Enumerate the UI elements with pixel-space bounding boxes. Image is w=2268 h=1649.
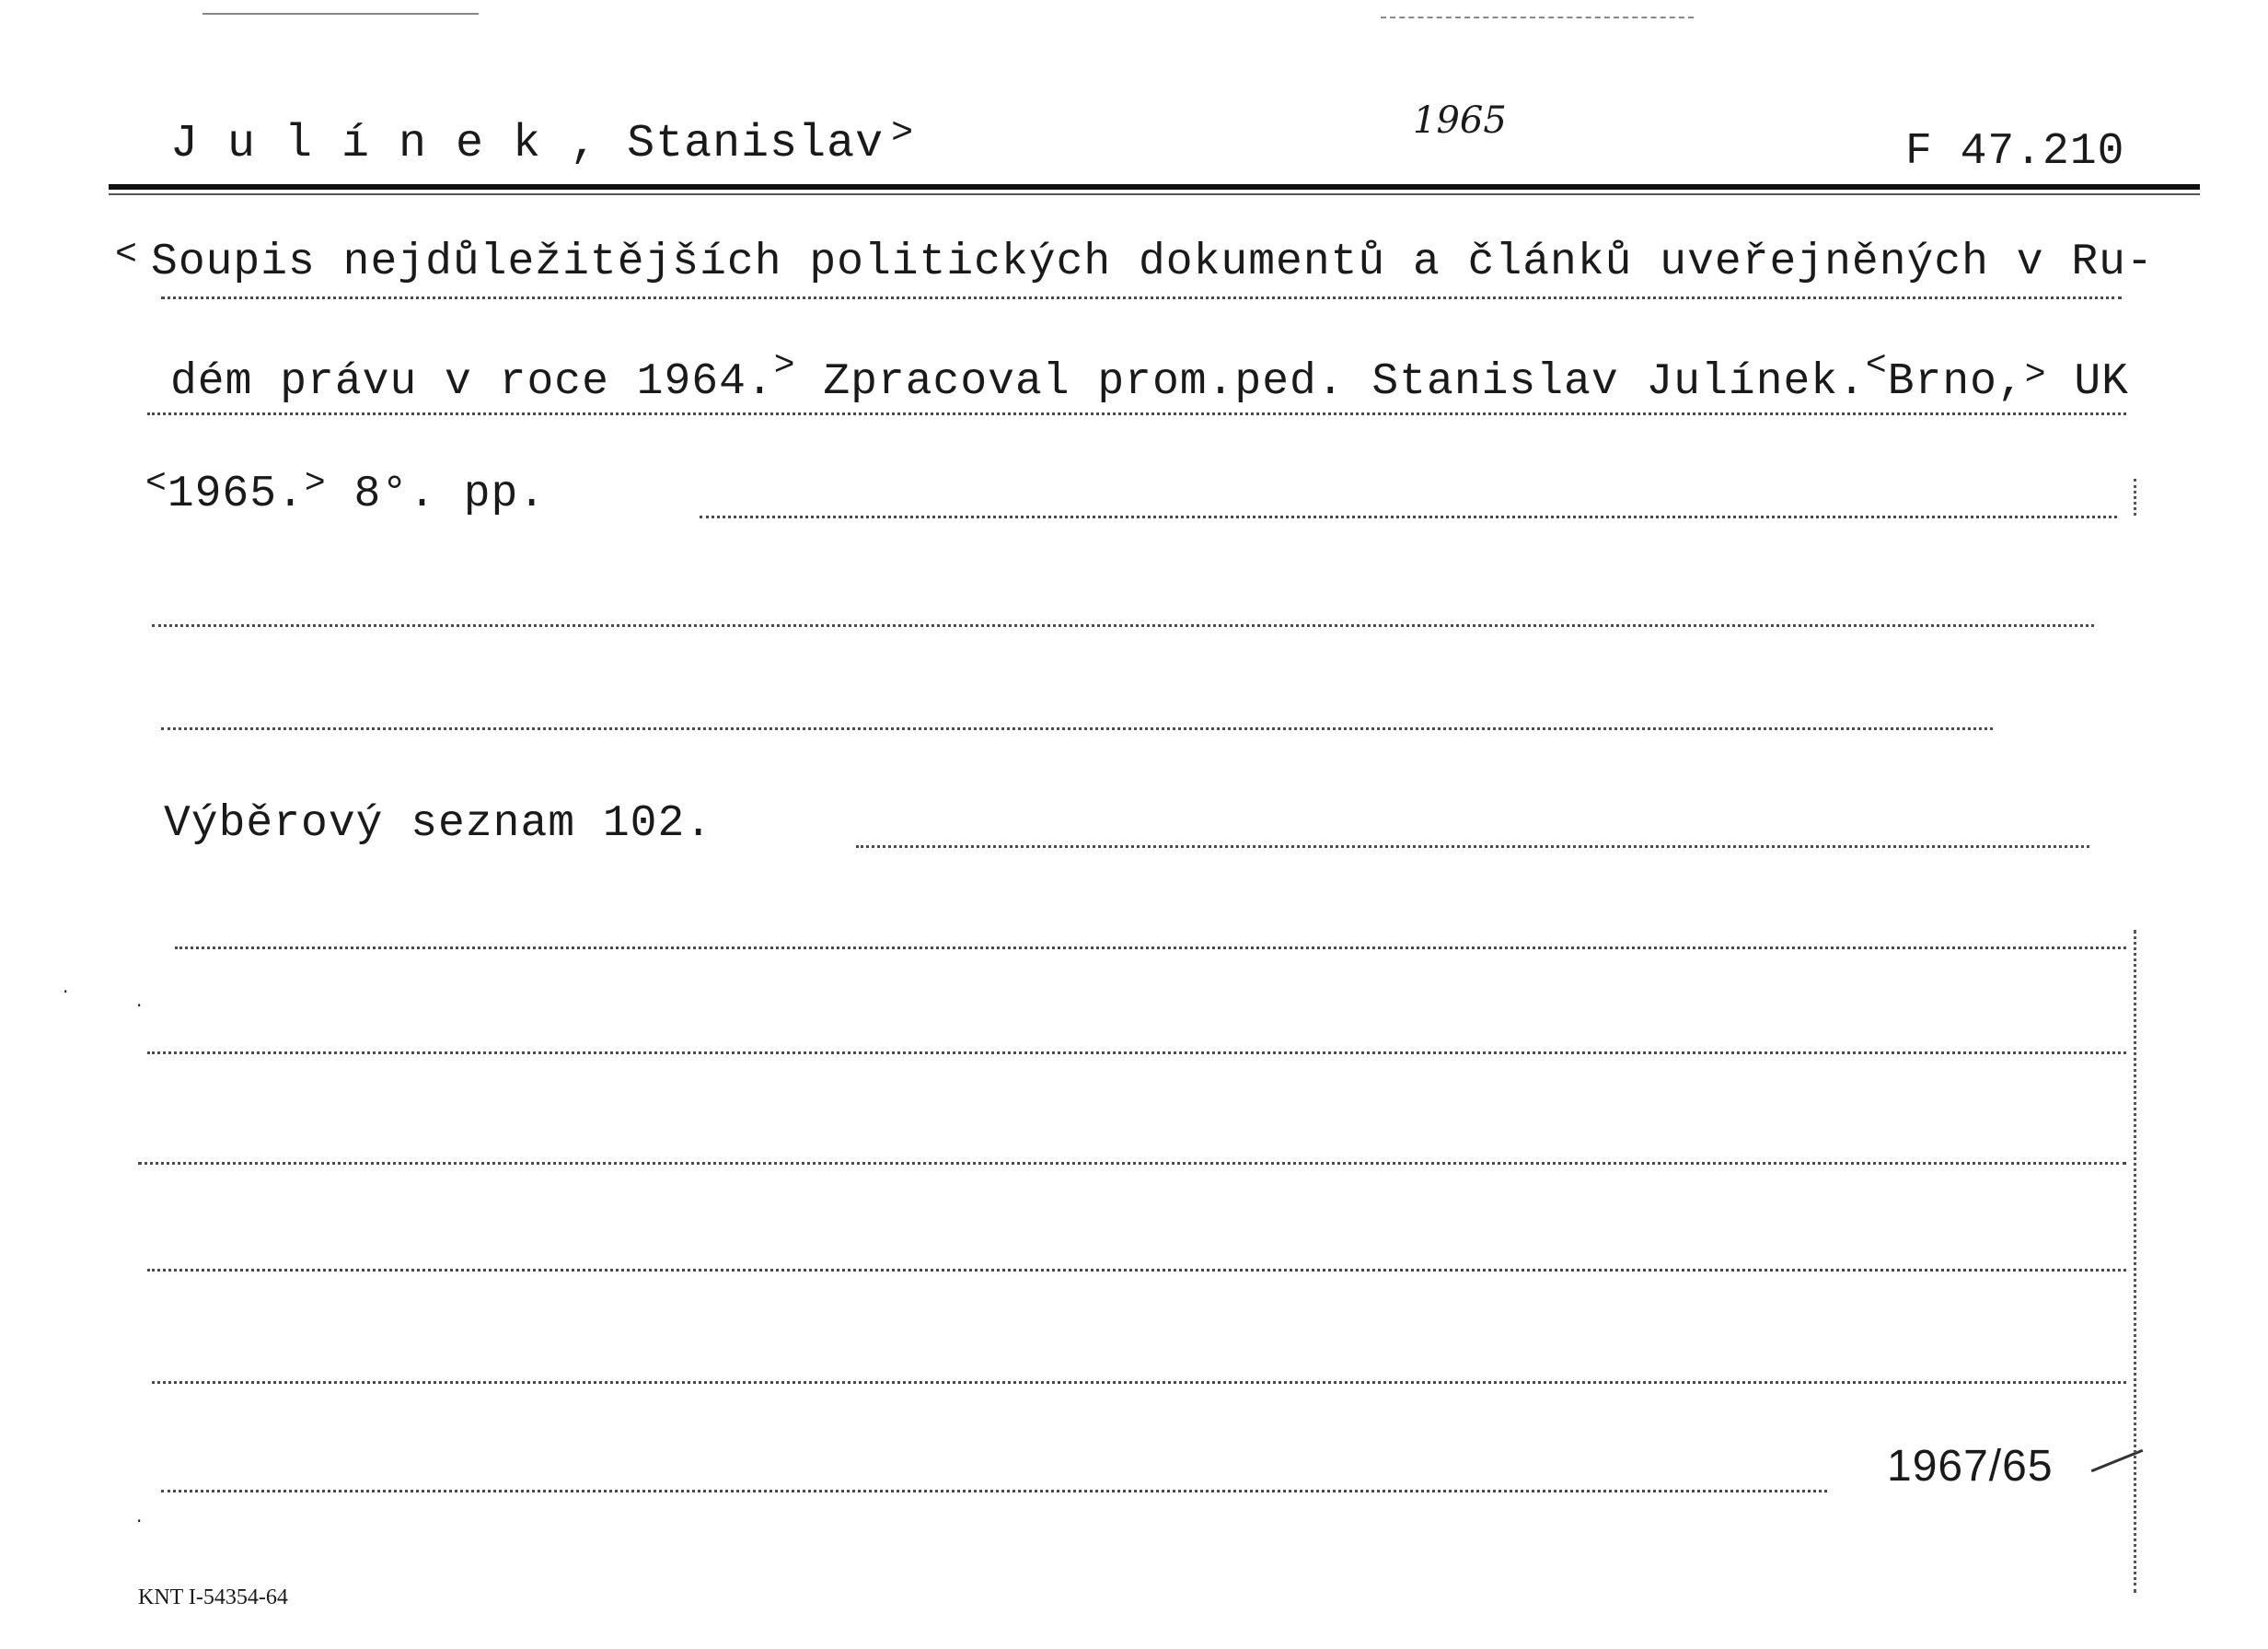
author-heading (170, 113, 915, 170)
ruled-line (152, 624, 2094, 627)
card-print-code: KNT I-54354-64 (138, 1585, 288, 1609)
top-margin-dash (1381, 17, 1694, 18)
stray-dot: · (136, 1510, 143, 1532)
heading-rule (109, 184, 2200, 190)
format-pages: 8°. pp. (353, 470, 547, 519)
stray-dot: · (63, 981, 69, 1003)
bracket-close-mark: > (2024, 355, 2047, 395)
bracket-close-mark: > (891, 113, 915, 155)
ruled-line (161, 1490, 1827, 1492)
series-line: Výběrový seznam 102. (164, 799, 713, 849)
ruled-line (147, 1269, 2126, 1272)
publication-year: 1965. (167, 470, 305, 519)
bracket-open-mark: < (145, 464, 168, 504)
title-text-2: dém právu v roce 1964. (170, 357, 774, 407)
description-line-3 (145, 464, 547, 519)
bracket-close-mark: > (773, 346, 796, 386)
bracket-close-mark: > (304, 464, 327, 504)
ruled-line (152, 1381, 2126, 1384)
bracket-open-mark: < (115, 235, 139, 276)
handwritten-year: 1965 (1413, 99, 1507, 142)
description-line-1 (115, 235, 2154, 287)
ruled-line (147, 412, 2126, 415)
ruled-line (700, 516, 2117, 518)
stray-dot: · (136, 994, 143, 1016)
ruled-line (161, 727, 1993, 730)
ruled-line (147, 1051, 2126, 1054)
heading-rule-thin (109, 193, 2200, 195)
description-line-2 (170, 346, 2129, 407)
ruled-line (161, 296, 2122, 299)
accession-number: 1967/65 (1887, 1442, 2054, 1491)
bracket-open-mark: < (1865, 346, 1888, 386)
place-of-publication: Brno, (1887, 357, 2025, 407)
right-margin-edge (2134, 479, 2136, 516)
right-margin-edge (2134, 930, 2136, 1593)
top-margin-dash (202, 13, 479, 15)
shelfmark: F 47.210 (1905, 127, 2125, 177)
ruled-line (138, 1162, 2126, 1165)
title-text-1: Soupis nejdůležitějších politických dokumentů a článků uveřejněných v Ru- (151, 238, 2154, 287)
ruled-line (856, 845, 2089, 848)
ruled-line (175, 946, 2126, 949)
author-name: J u l í n e k , Stanislav (170, 118, 885, 170)
publisher: UK (2074, 357, 2129, 407)
statement-of-responsibility: Zpracoval prom.ped. Stanislav Julínek. (823, 357, 1866, 407)
